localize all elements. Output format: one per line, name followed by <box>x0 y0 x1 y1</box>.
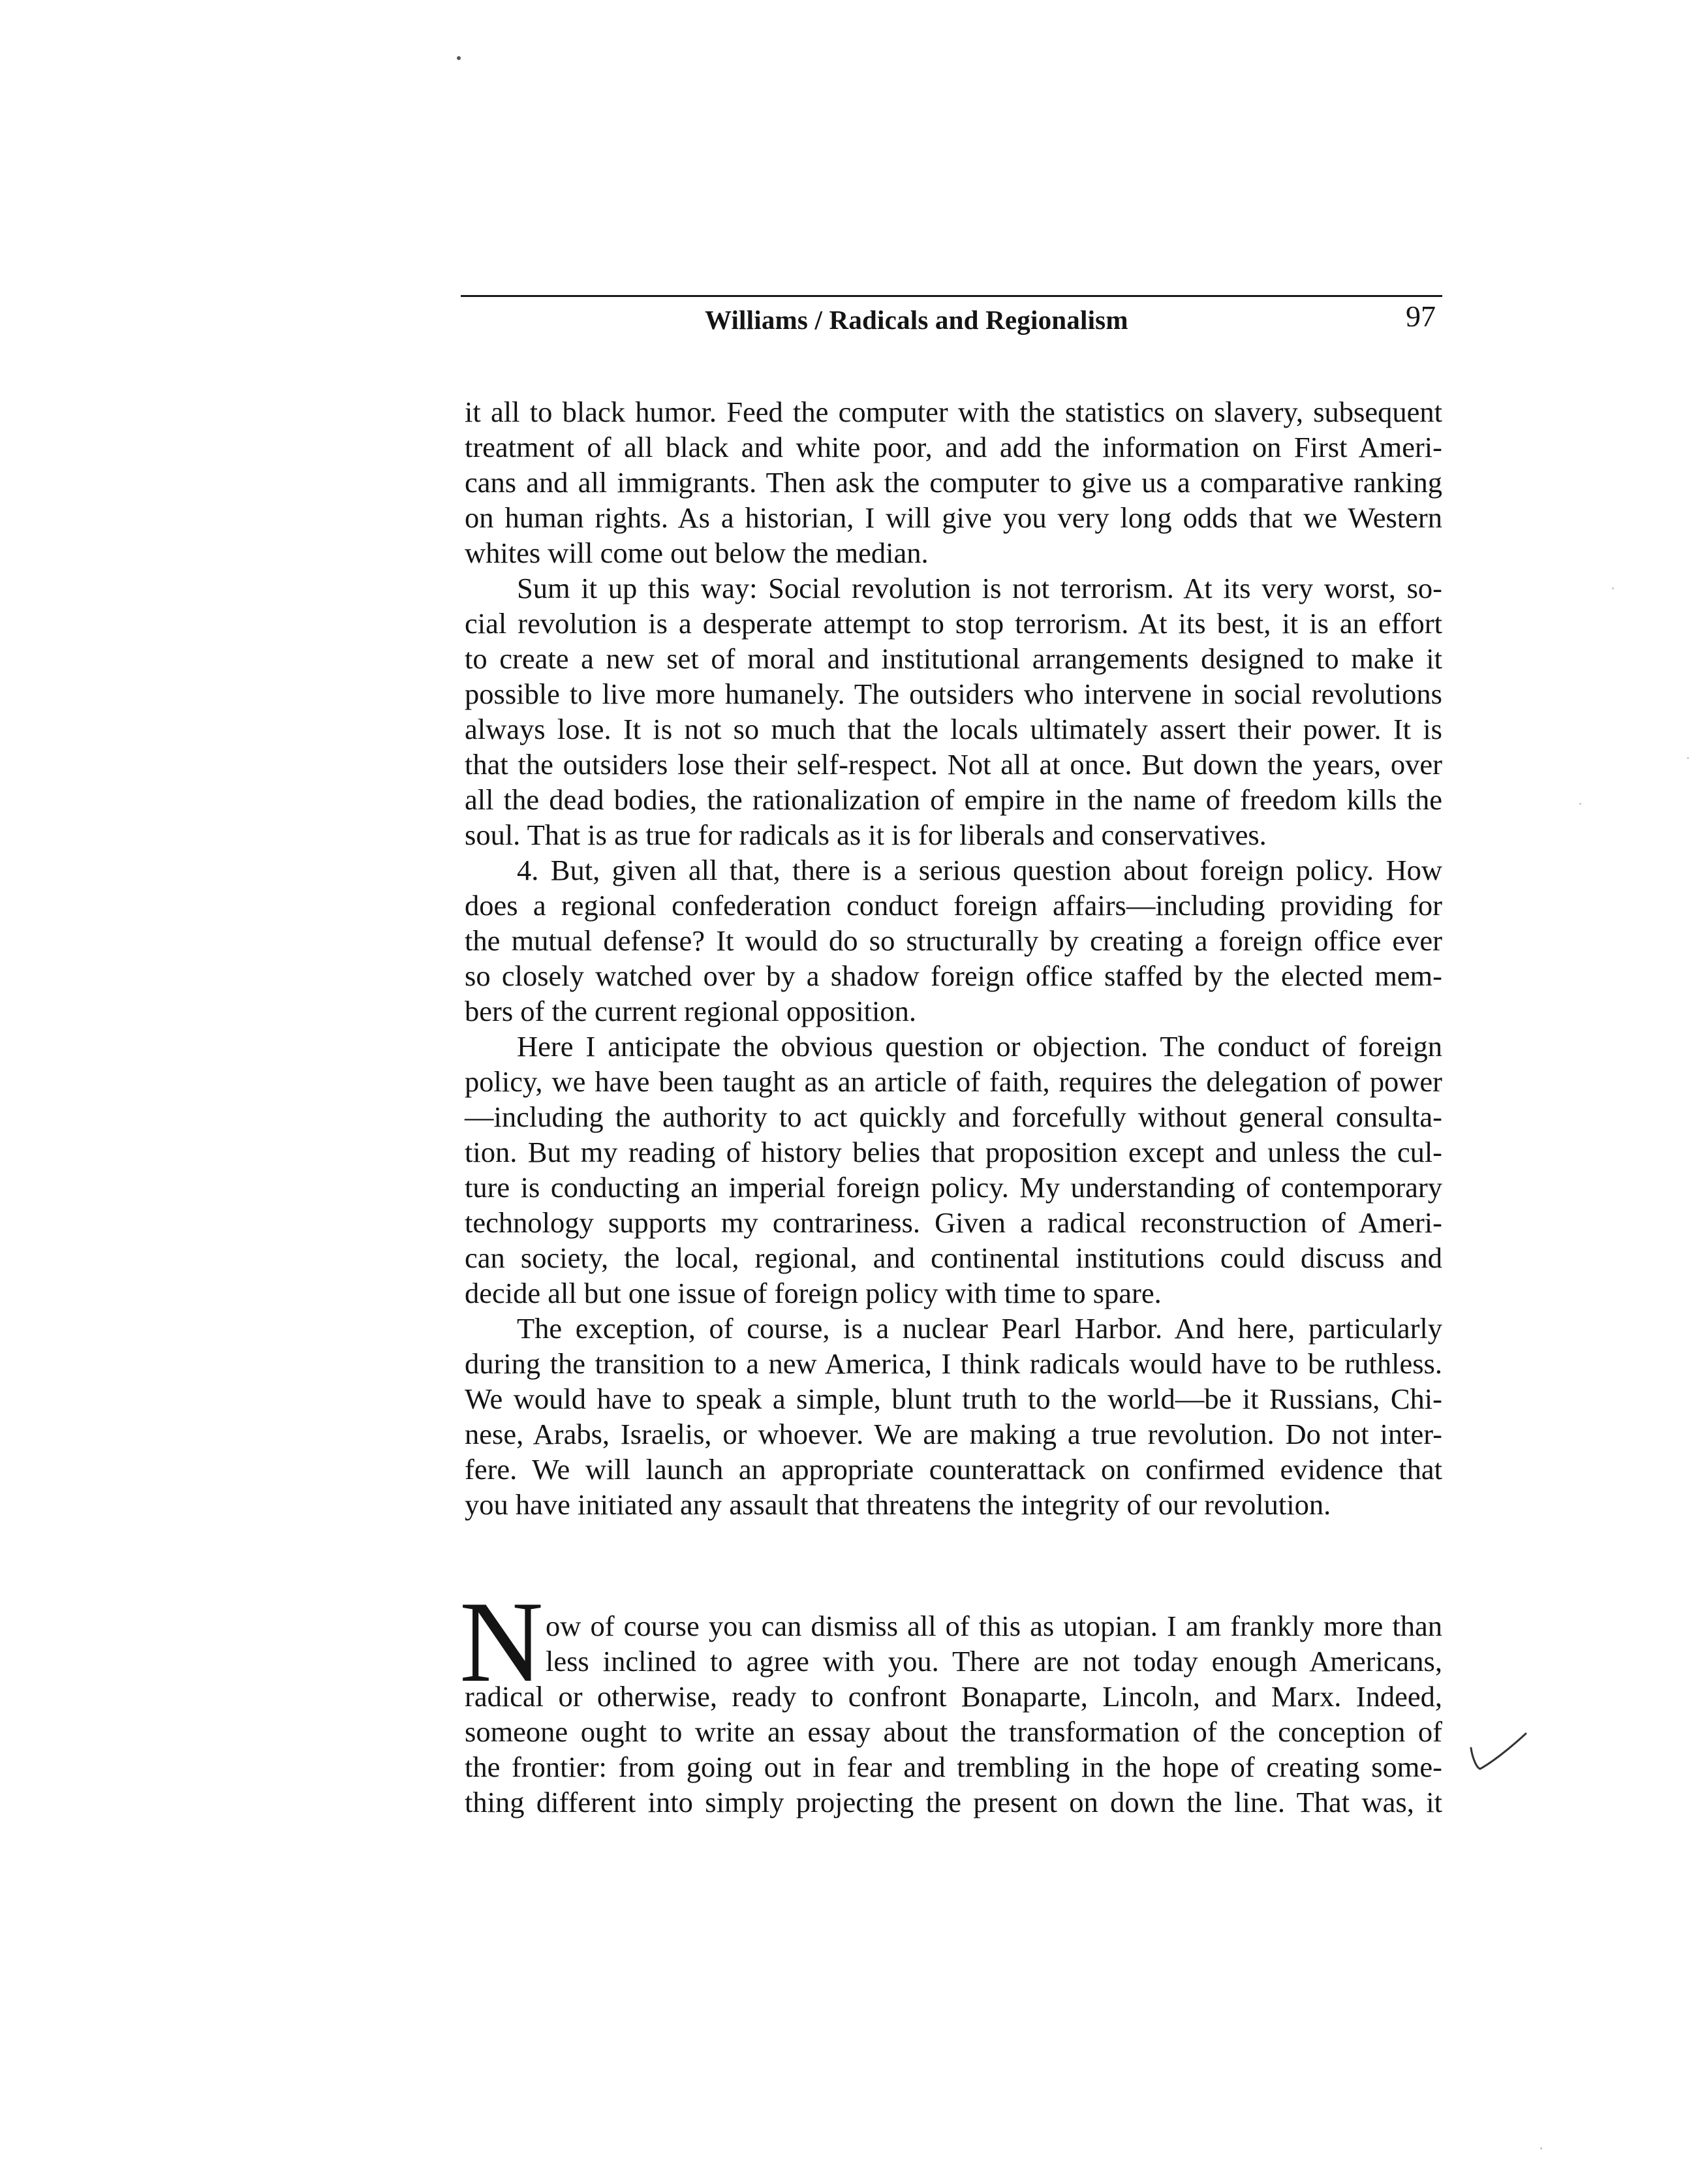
text-line: possible to live more humanely. The outsiders who intervene in social revolutions <box>465 678 1442 710</box>
text-line: Here I anticipate the obvious question or objection. The conduct of foreign <box>517 1030 1442 1063</box>
text-line: Sum it up this way: Social revolution is not terrorism. At its very worst, so- <box>517 572 1442 604</box>
text-line: you have initiated any assault that threatens the integrity of our revolution. <box>465 1488 1331 1521</box>
text-line: the frontier: from going out in fear and trembling in the hope of creating some- <box>465 1751 1442 1783</box>
text-line: technology supports my contrariness. Given a radical reconstruction of Ameri- <box>465 1206 1442 1239</box>
text-line: cans and all immigrants. Then ask the computer to give us a comparative ranking <box>465 466 1442 499</box>
drop-cap: N <box>459 1577 544 1706</box>
text-line: always lose. It is not so much that the locals ultimately assert their power. It is <box>465 713 1442 745</box>
text-line: that the outsiders lose their self-respect. Not all at once. But down the years, over <box>465 748 1442 781</box>
text-line: someone ought to write an essay about the transformation of the conception of <box>465 1715 1442 1748</box>
scan-speck <box>1687 757 1689 759</box>
text-line: whites will come out below the median. <box>465 537 929 569</box>
scan-speck <box>1612 587 1614 589</box>
text-line: bers of the current regional opposition. <box>465 995 917 1027</box>
running-head: Williams / Radicals and Regionalism <box>705 305 1128 335</box>
text-line: all the dead bodies, the rationalization of empire in the name of freedom kills the <box>465 783 1442 816</box>
text-line: nese, Arabs, Israelis, or whoever. We are making a true revolution. Do not inter- <box>465 1418 1442 1450</box>
text-line: thing different into simply projecting the present on down the line. That was, it <box>465 1786 1442 1818</box>
text-line: ow of course you can dismiss all of this as utopian. I am frankly more than <box>546 1610 1442 1642</box>
text-line: the mutual defense? It would do so structurally by creating a foreign office ever <box>465 924 1442 957</box>
text-line: so closely watched over by a shadow foreign office staffed by the elected mem- <box>465 959 1442 992</box>
text-line: decide all but one issue of foreign policy with time to spare. <box>465 1277 1162 1309</box>
text-line: soul. That is as true for radicals as it is for liberals and conservatives. <box>465 819 1267 851</box>
text-line: it all to black humor. Feed the computer with the statistics on slavery, subsequent <box>465 396 1442 428</box>
header-rule <box>461 295 1442 297</box>
text-line: on human rights. As a historian, I will give you very long odds that we Western <box>465 501 1442 534</box>
text-line: policy, we have been taught as an article of faith, requires the delegation of power <box>465 1065 1442 1098</box>
text-line: less inclined to agree with you. There are not today enough Americans, <box>546 1645 1442 1677</box>
text-line: radical or otherwise, ready to confront Bonaparte, Lincoln, and Marx. Indeed, <box>465 1680 1442 1713</box>
text-line: cial revolution is a desperate attempt to stop terrorism. At its best, it is an effort <box>465 607 1442 640</box>
scan-speck <box>457 56 461 60</box>
scan-speck <box>1540 2147 1542 2149</box>
text-line: to create a new set of moral and institutional arrangements designed to make it <box>465 642 1442 675</box>
text-line: does a regional confederation conduct foreign affairs—including providing for <box>465 889 1442 922</box>
text-line: We would have to speak a simple, blunt truth to the world—be it Russians, Chi- <box>465 1382 1442 1415</box>
text-line: fere. We will launch an appropriate counterattack on confirmed evidence that <box>465 1453 1442 1486</box>
text-line: The exception, of course, is a nuclear Pearl Harbor. And here, particularly <box>517 1312 1442 1345</box>
page-number: 97 <box>1406 300 1436 333</box>
text-line: ture is conducting an imperial foreign policy. My understanding of contemporary <box>465 1171 1442 1204</box>
text-line: during the transition to a new America, I think radicals would have to be ruthless. <box>465 1347 1442 1380</box>
text-line: can society, the local, regional, and continental institutions could discuss and <box>465 1241 1442 1274</box>
text-line: treatment of all black and white poor, and add the information on First Ameri- <box>465 431 1442 463</box>
text-line: —including the authority to act quickly and forcefully without general consulta- <box>465 1100 1442 1133</box>
text-line: tion. But my reading of history belies that proposition except and unless the cul- <box>465 1136 1442 1168</box>
check-mark-icon <box>1466 1730 1531 1782</box>
text-line: 4. But, given all that, there is a serious question about foreign policy. How <box>517 854 1442 886</box>
scan-speck <box>1579 803 1581 805</box>
